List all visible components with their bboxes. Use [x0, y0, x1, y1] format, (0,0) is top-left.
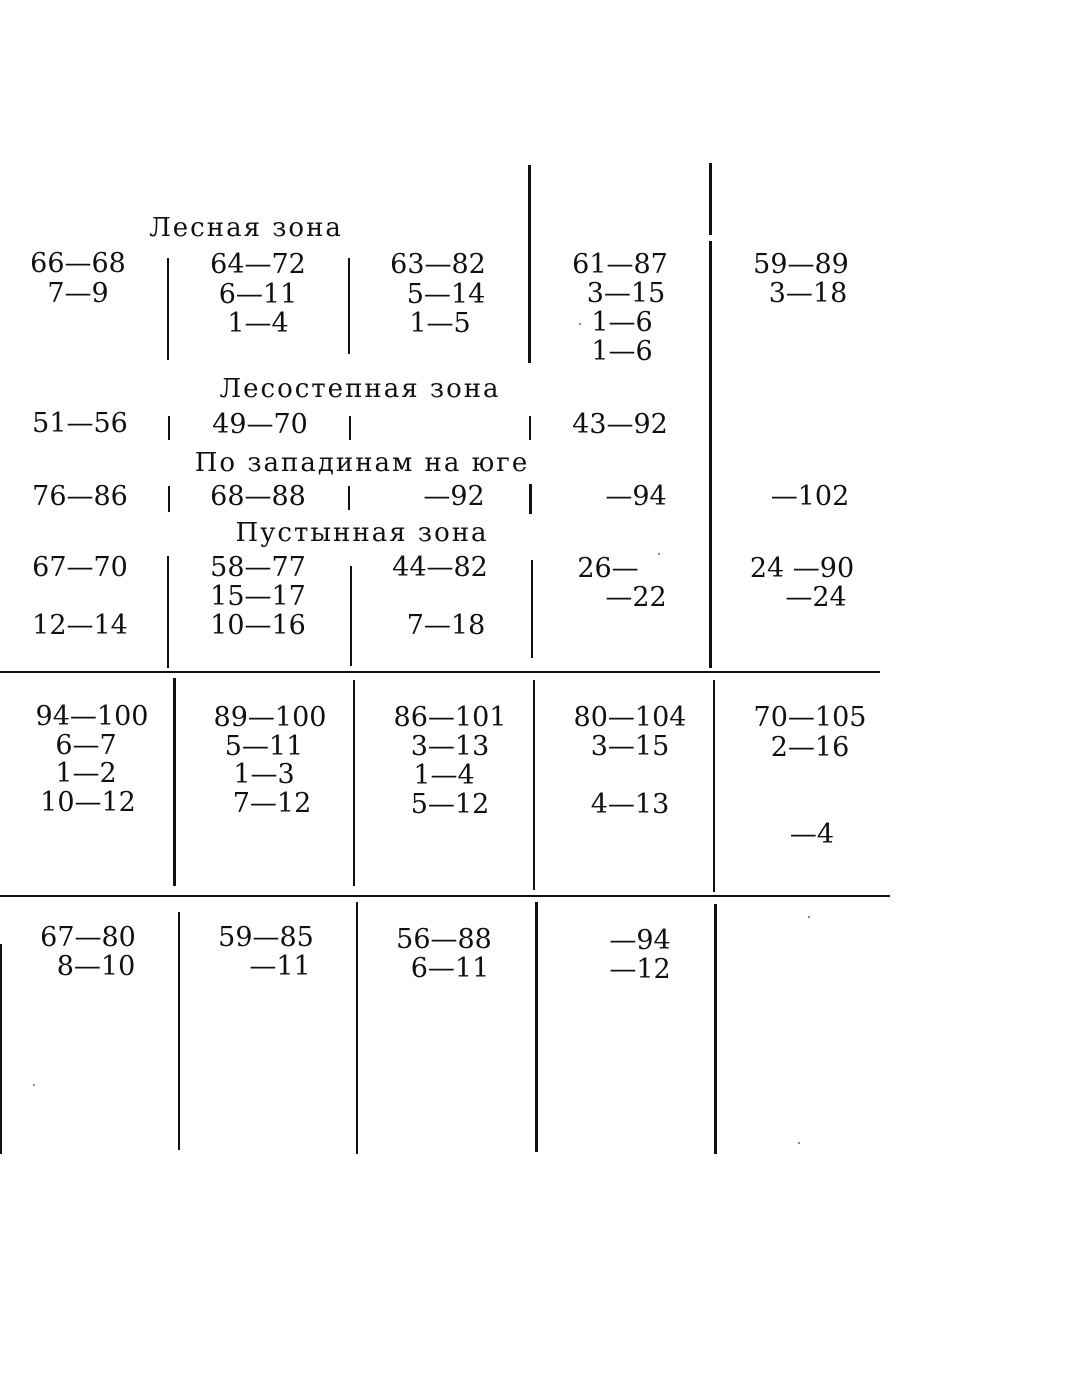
table-cell: 59—89: [753, 249, 849, 280]
table-cell: 5—12: [410, 789, 490, 820]
column-rule: [535, 902, 538, 1152]
table-cell: 51—56: [32, 408, 128, 439]
table-cell: 5—11: [224, 731, 304, 762]
table-cell: 1—3: [233, 759, 295, 790]
table-cell: 7—18: [406, 610, 486, 641]
table-cell: 26—: [577, 553, 639, 584]
table-cell: 1—6: [591, 336, 653, 367]
column-rule: [348, 486, 350, 510]
table-cell: 7—9: [47, 278, 109, 309]
table-cell: —102: [770, 481, 850, 512]
column-rule: [353, 680, 355, 886]
column-rule: [709, 241, 712, 668]
south-depressions-heading: По западинам на юге: [194, 448, 530, 478]
section-divider: [0, 895, 890, 897]
table-cell: —11: [249, 951, 311, 982]
table-cell: 68—88: [210, 481, 306, 512]
table-cell: 66—68: [30, 248, 126, 279]
table-cell: —94: [605, 481, 667, 512]
scan-speck: [798, 1142, 800, 1144]
column-rule: [714, 904, 717, 1154]
table-cell: —94: [609, 925, 671, 956]
forest-zone-heading: Лесная зона: [149, 213, 343, 243]
table-cell: 64—72: [210, 249, 306, 280]
table-cell: 1—4: [227, 308, 289, 339]
table-cell: 4—13: [590, 789, 670, 820]
column-rule: [168, 416, 170, 440]
table-cell: 10—16: [210, 610, 306, 641]
table-cell: 15—17: [210, 581, 306, 612]
column-rule: [356, 902, 358, 1154]
column-rule: [167, 258, 169, 360]
table-cell: 61—87: [572, 249, 668, 280]
table-cell: —92: [423, 481, 485, 512]
table-cell: 3—18: [768, 278, 848, 309]
column-rule: [173, 678, 176, 886]
column-rule: [531, 560, 533, 658]
column-rule: [178, 912, 180, 1150]
table-cell: 70—105: [753, 702, 867, 733]
table-cell: 1—2: [55, 758, 117, 789]
column-rule: [713, 680, 715, 892]
table-cell: 8—10: [56, 951, 136, 982]
table-cell: 6—7: [55, 730, 117, 761]
table-cell: 89—100: [213, 702, 327, 733]
table-cell: 3—15: [590, 731, 670, 762]
table-cell: 1—4: [413, 760, 475, 791]
table-cell: —24: [785, 582, 847, 613]
table-cell: 1—6: [591, 307, 653, 338]
column-rule: [529, 484, 532, 514]
table-cell: 67—70: [32, 552, 128, 583]
table-cell: —22: [605, 582, 667, 613]
table-cell: 80—104: [573, 702, 687, 733]
column-rule: [528, 165, 531, 363]
table-cell: 12—14: [32, 610, 128, 641]
table-cell: 6—11: [218, 279, 298, 310]
scan-speck: [808, 916, 810, 918]
table-cell: 76—86: [32, 481, 128, 512]
scan-speck: [579, 323, 581, 325]
column-rule: [167, 556, 169, 668]
table-cell: 5—14: [406, 279, 486, 310]
table-cell: 86—101: [393, 702, 507, 733]
table-cell: 3—13: [410, 731, 490, 762]
table-cell: 10—12: [40, 787, 136, 818]
column-rule: [350, 566, 352, 666]
column-rule: [348, 258, 350, 354]
column-rule: [529, 416, 531, 440]
column-rule: [168, 486, 170, 512]
table-cell: 6—11: [410, 953, 490, 984]
table-cell: 43—92: [572, 409, 668, 440]
table-cell: 58—77: [210, 552, 306, 583]
table-cell: 44—82: [392, 552, 488, 583]
table-cell: 2—16: [770, 732, 850, 763]
table-cell: —12: [609, 954, 671, 985]
table-cell: 59—85: [218, 922, 314, 953]
column-rule: [709, 163, 712, 235]
scan-speck: [33, 1084, 35, 1086]
table-cell: 7—12: [232, 788, 312, 819]
table-cell: 3—15: [586, 278, 666, 309]
forest-steppe-zone-heading: Лесостепная зона: [219, 374, 501, 404]
table-cell: 24 —90: [749, 553, 855, 584]
column-rule: [349, 416, 351, 440]
table-cell: 1—5: [409, 308, 471, 339]
desert-zone-heading: Пустынная зона: [235, 518, 489, 548]
table-cell: —4: [789, 819, 835, 850]
section-divider: [0, 671, 880, 673]
table-cell: 67—80: [40, 922, 136, 953]
table-cell: 94—100: [35, 701, 149, 732]
scan-speck: [658, 553, 660, 555]
column-rule: [533, 680, 535, 890]
table-cell: 63—82: [390, 249, 486, 280]
table-cell: 56—88: [396, 924, 492, 955]
table-cell: 49—70: [212, 409, 308, 440]
column-rule: [0, 944, 2, 1154]
